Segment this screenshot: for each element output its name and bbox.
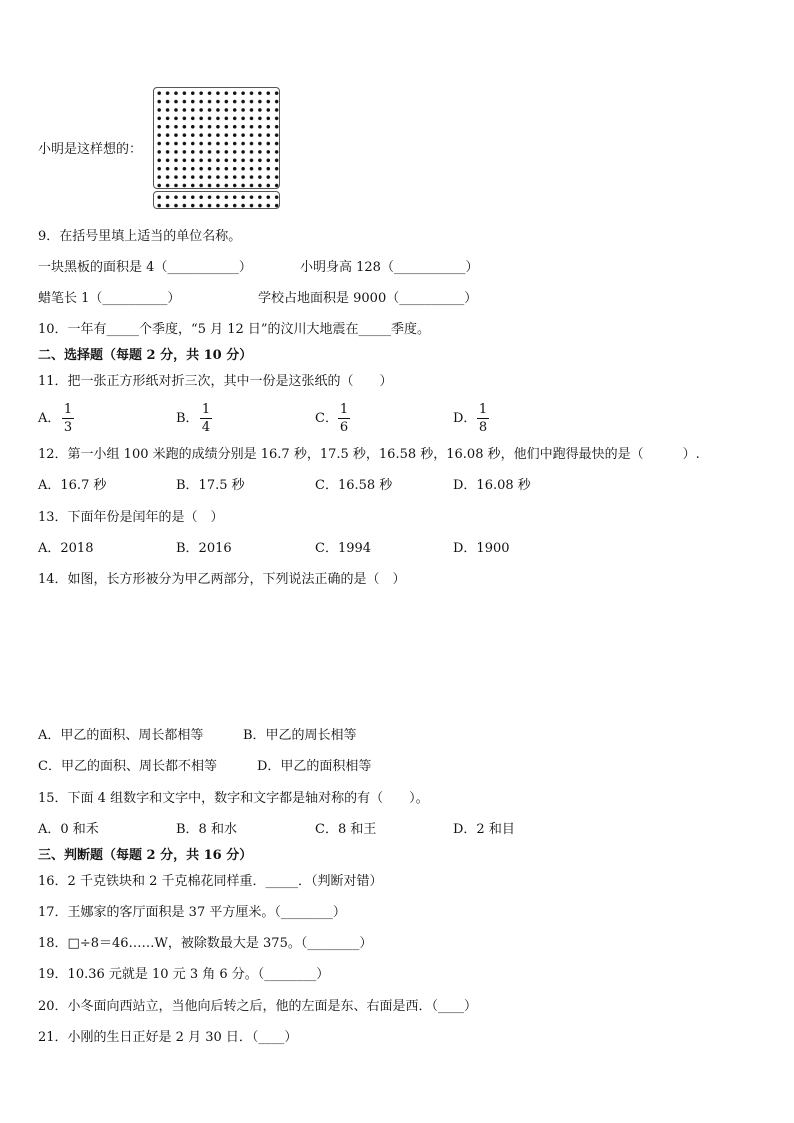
fraction-denominator: 6 — [339, 420, 349, 435]
q8-label: 小明是这样想的： — [38, 142, 143, 157]
q12-option-d: D．16.08 秒 — [453, 478, 531, 493]
q11-option-b-label: B． — [176, 411, 199, 426]
q10-text: 10．一年有_____个季度，“5 月 12 日”的汶川大地震在_____季度。 — [38, 322, 431, 337]
q12-stem: 12．第一小组 100 米跑的成绩分别是 16.7 秒，17.5 秒，16.58 秒，16.08 秒，他们中跑得最快的是（ ）. — [38, 447, 700, 462]
q14-stem: 14．如图，长方形被分为甲乙两部分，下列说法正确的是（ ） — [38, 572, 406, 587]
section3-title: 三、判断题（每题 2 分，共 16 分） — [38, 848, 253, 863]
q11-option-d-fraction — [477, 402, 489, 435]
fraction-numerator: 1 — [339, 402, 349, 417]
fraction-numerator: 1 — [201, 402, 211, 417]
q14-option-a: A．甲乙的面积、周长都相等 — [38, 728, 204, 743]
q15-option-b: B．8 和水 — [176, 822, 237, 837]
section2-title: 二、选择题（每题 2 分，共 10 分） — [38, 348, 253, 363]
q12-option-b: B．17.5 秒 — [176, 478, 245, 493]
q11-option-c-fraction — [338, 402, 350, 435]
q11-option-a-fraction — [62, 402, 74, 435]
q12-option-c: C．16.58 秒 — [315, 478, 393, 493]
q11-stem: 11．把一张正方形纸对折三次，其中一份是这张纸的（ ） — [38, 374, 393, 389]
q18-text: 18．□÷8＝46……W，被除数最大是 375。（________） — [38, 936, 373, 951]
q11-option-d-label: D． — [453, 411, 477, 426]
q12-option-a: A．16.7 秒 — [38, 478, 107, 493]
q11-option-b-fraction — [200, 402, 212, 435]
q14-option-b: B．甲乙的周长相等 — [243, 728, 357, 743]
q13-option-b: B．2016 — [176, 541, 232, 556]
q11-option-c-label: C． — [315, 411, 338, 426]
q11-option-a-label: A． — [38, 411, 61, 426]
q13-option-a: A．2018 — [38, 541, 94, 556]
q20-text: 20．小冬面向西站立，当他向后转之后，他的左面是东、右面是西．（____） — [38, 999, 478, 1014]
q15-stem: 15．下面 4 组数字和文字中，数字和文字都是轴对称的有（ ）。 — [38, 791, 429, 806]
q9-title: 9．在括号里填上适当的单位名称。 — [38, 229, 242, 244]
dot-row-figure — [153, 191, 280, 209]
fraction-numerator: 1 — [63, 402, 73, 417]
fraction-denominator: 4 — [201, 420, 211, 435]
q13-option-c: C．1994 — [315, 541, 372, 556]
q15-option-d: D．2 和目 — [453, 822, 515, 837]
q14-figure-area — [38, 595, 638, 715]
q9-item-a: 一块黑板的面积是 4（___________） — [38, 260, 252, 275]
q13-option-d: D．1900 — [453, 541, 510, 556]
fraction-denominator: 3 — [63, 420, 73, 435]
fraction-numerator: 1 — [478, 402, 488, 417]
q16-text: 16．2 千克铁块和 2 千克棉花同样重．_____．（判断对错） — [38, 874, 383, 889]
q15-option-a: A．0 和禾 — [38, 822, 99, 837]
q14-option-c: C．甲乙的面积、周长都不相等 — [38, 759, 217, 774]
q9-item-b: 小明身高 128（___________） — [300, 260, 479, 275]
q21-text: 21．小刚的生日正好是 2 月 30 日．（____） — [38, 1030, 298, 1045]
q14-option-d: D．甲乙的面积相等 — [257, 759, 372, 774]
q9-item-c: 蜡笔长 1（__________） — [38, 291, 181, 306]
q19-text: 19．10.36 元就是 10 元 3 角 6 分。（________） — [38, 967, 330, 982]
fraction-denominator: 8 — [478, 420, 488, 435]
q17-text: 17．王娜家的客厅面积是 37 平方厘米。（________） — [38, 905, 346, 920]
dot-grid-figure — [153, 87, 280, 189]
q13-stem: 13．下面年份是闰年的是（ ） — [38, 510, 224, 525]
q15-option-c: C．8 和王 — [315, 822, 377, 837]
q9-item-d: 学校占地面积是 9000（__________） — [258, 291, 478, 306]
